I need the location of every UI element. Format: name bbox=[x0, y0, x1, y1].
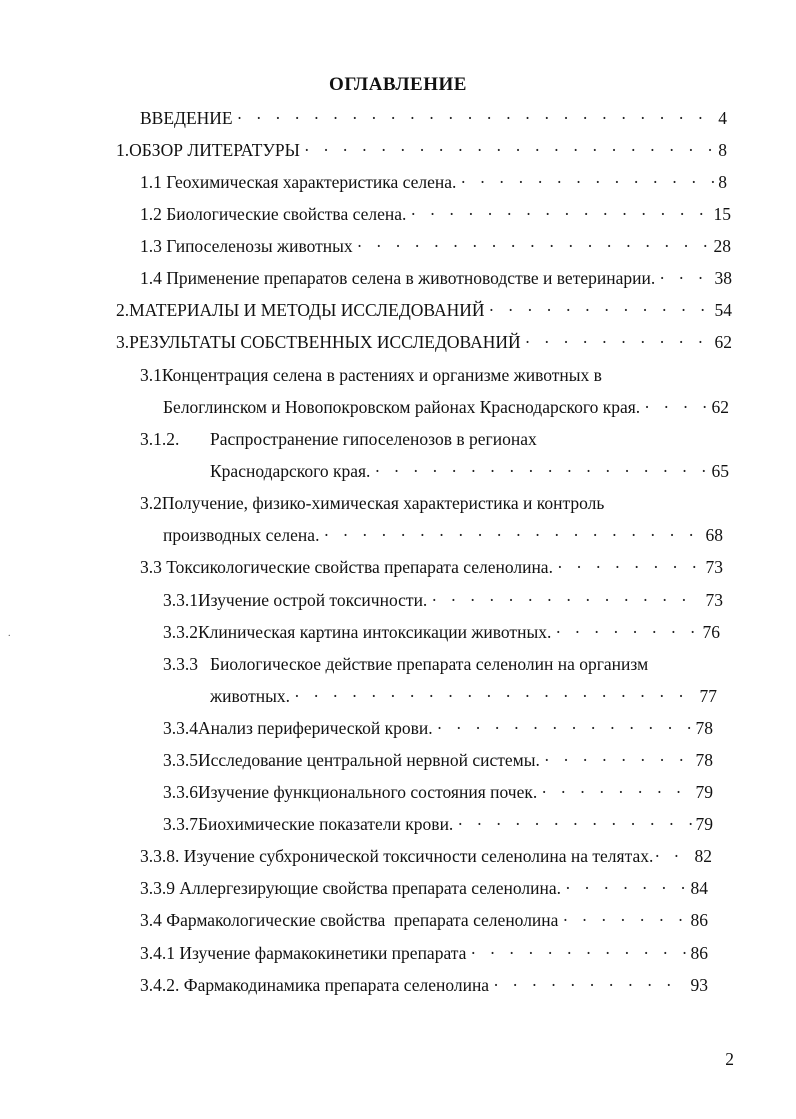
toc-entry-3-4-2[interactable] bbox=[140, 972, 708, 998]
toc-entry-page: 73 bbox=[705, 590, 723, 610]
toc-entry-number: 2. bbox=[116, 300, 130, 320]
toc-entry-text: производных селена. bbox=[163, 525, 320, 545]
toc-entry-1-4[interactable] bbox=[140, 265, 732, 291]
toc-entry-1-2[interactable] bbox=[140, 201, 731, 227]
toc-entry-page: 28 bbox=[713, 236, 731, 256]
dot-leader bbox=[410, 201, 709, 227]
toc-entry-3-1-2[interactable] bbox=[210, 458, 729, 484]
toc-entry-3-3-3-line1[interactable]: Биологическое действие препарата селенолин на организм bbox=[210, 654, 649, 674]
toc-entry-3-1-line1[interactable]: 3.1Концентрация селена в растениях и организме животных в bbox=[140, 365, 602, 385]
toc-entry-number: 3.3.5 bbox=[163, 750, 198, 770]
toc-entry-text: 1.4 Применение препаратов селена в животноводстве и ветеринарии. bbox=[140, 268, 656, 288]
dot-leader bbox=[437, 715, 692, 741]
dot-leader bbox=[457, 811, 691, 837]
toc-entry-number: 3.3.7 bbox=[163, 814, 198, 834]
toc-entry-number: 3.3.6 bbox=[163, 782, 198, 802]
toc-entry-page: 54 bbox=[714, 300, 732, 320]
toc-entry-3-3-4[interactable] bbox=[163, 715, 713, 741]
toc-entry-text: Краснодарского края. bbox=[210, 461, 371, 481]
toc-entry-page: 4 bbox=[718, 108, 727, 128]
toc-entry-text: Клиническая картина интоксикации животных. bbox=[198, 622, 552, 642]
toc-entry-page: 62 bbox=[714, 332, 732, 352]
dot-leader bbox=[357, 233, 710, 259]
margin-speck: . bbox=[8, 628, 11, 639]
toc-entry-3-3-3-number: 3.3.3 bbox=[163, 654, 198, 674]
toc-entry-text: 1.2 Биологические свойства селена. bbox=[140, 204, 407, 224]
toc-entry-page: 79 bbox=[695, 782, 713, 802]
toc-entry-text: 1.1 Геохимическая характеристика селена. bbox=[140, 172, 457, 192]
dot-leader bbox=[544, 747, 692, 773]
dot-leader bbox=[525, 329, 711, 355]
dot-leader bbox=[644, 394, 707, 420]
dot-leader bbox=[565, 875, 687, 901]
toc-entry-page: 15 bbox=[713, 204, 731, 224]
toc-entry-page: 62 bbox=[711, 397, 729, 417]
dot-leader bbox=[460, 169, 714, 195]
dot-leader bbox=[555, 619, 698, 645]
toc-entry-page: 93 bbox=[690, 975, 708, 995]
toc-entry-text: 1.3 Гипоселенозы животных bbox=[140, 236, 353, 256]
toc-entry-text: 3.3 Токсикологические свойства препарата селенолина. bbox=[140, 557, 553, 577]
toc-entry-3-1-2-line1[interactable]: Распространение гипоселенозов в регионах bbox=[210, 429, 537, 449]
toc-entry-3-4-1[interactable] bbox=[140, 940, 708, 966]
dot-leader bbox=[294, 683, 695, 709]
toc-title: ОГЛАВЛЕНИЕ bbox=[329, 74, 467, 95]
toc-entry-text: 3.4.1 Изучение фармакокинетики препарата bbox=[140, 943, 467, 963]
toc-entry-3-2[interactable] bbox=[163, 522, 723, 548]
dot-leader bbox=[470, 940, 686, 966]
dot-leader bbox=[431, 587, 701, 613]
toc-entry-chapter-2[interactable] bbox=[116, 297, 732, 323]
dot-leader bbox=[562, 907, 686, 933]
toc-entry-number: 1. bbox=[116, 140, 130, 160]
toc-entry-3-3-6[interactable] bbox=[163, 779, 713, 805]
toc-entry-3-3-2[interactable] bbox=[163, 619, 720, 645]
toc-entry-page: 82 bbox=[694, 846, 712, 866]
toc-entry-3-3-9[interactable] bbox=[140, 875, 708, 901]
toc-entry-number: 3.3.1 bbox=[163, 590, 198, 610]
toc-entry-3-1-2-number: 3.1.2. bbox=[140, 429, 180, 449]
toc-entry-page: 76 bbox=[702, 622, 720, 642]
toc-entry-page: 84 bbox=[690, 878, 708, 898]
toc-entry-text: Анализ периферической крови. bbox=[198, 718, 433, 738]
toc-entry-text: Белоглинском и Новопокровском районах Краснодарского края. bbox=[163, 397, 641, 417]
dot-leader bbox=[541, 779, 691, 805]
toc-entry-text: Биохимические показатели крови. bbox=[198, 814, 454, 834]
toc-entry-text: 3.3.9 Аллергезирующие свойства препарата селенолина. bbox=[140, 878, 561, 898]
dot-leader bbox=[493, 972, 686, 998]
toc-entry-page: 8 bbox=[718, 140, 727, 160]
toc-entry-page: 73 bbox=[705, 557, 723, 577]
toc-entry-text: Изучение функционального состояния почек. bbox=[198, 782, 538, 802]
toc-entry-page: 77 bbox=[699, 686, 717, 706]
toc-entry-page: 8 bbox=[718, 172, 727, 192]
dot-leader bbox=[489, 297, 711, 323]
dot-leader bbox=[659, 265, 710, 291]
dot-leader bbox=[557, 554, 702, 580]
toc-entry-3-3-8[interactable] bbox=[140, 843, 712, 869]
dot-leader bbox=[323, 522, 701, 548]
toc-entry-3-3-3[interactable] bbox=[210, 683, 717, 709]
toc-entry-chapter-3[interactable] bbox=[116, 329, 732, 355]
toc-entry-3-3-7[interactable] bbox=[163, 811, 713, 837]
toc-entry-page: 78 bbox=[695, 718, 713, 738]
toc-entry-3-4[interactable] bbox=[140, 907, 708, 933]
toc-entry-text: Изучение острой токсичности. bbox=[198, 590, 428, 610]
dot-leader bbox=[237, 105, 715, 131]
toc-entry-page: 68 bbox=[705, 525, 723, 545]
toc-entry-page: 78 bbox=[695, 750, 713, 770]
toc-entry-3-3-5[interactable] bbox=[163, 747, 713, 773]
toc-entry-text: животных. bbox=[210, 686, 291, 706]
toc-entry-chapter-1[interactable] bbox=[116, 137, 727, 163]
toc-entry-text: 3.4.2. Фармакодинамика препарата селенолина bbox=[140, 975, 490, 995]
toc-entry-3-2-line1[interactable]: 3.2Получение, физико-химическая характеристика и контроль bbox=[140, 493, 605, 513]
toc-entry-text: ВВЕДЕНИЕ bbox=[140, 108, 233, 128]
dot-leader bbox=[654, 843, 693, 869]
toc-entry-3-3-1[interactable] bbox=[163, 587, 723, 613]
toc-entry-page: 86 bbox=[690, 943, 708, 963]
toc-entry-number: 3. bbox=[116, 332, 130, 352]
toc-entry-3-3[interactable] bbox=[140, 554, 723, 580]
toc-entry-page: 86 bbox=[690, 910, 708, 930]
toc-entry-page: 65 bbox=[711, 461, 729, 481]
toc-entry-text: 3.4 Фармакологические свойства препарата селенолина bbox=[140, 910, 559, 930]
toc-entry-1-1[interactable] bbox=[140, 169, 727, 195]
toc-entry-page: 38 bbox=[714, 268, 732, 288]
dot-leader bbox=[374, 458, 707, 484]
toc-entry-text: Исследование центральной нервной системы. bbox=[198, 750, 540, 770]
toc-entry-text: ОБЗОР ЛИТЕРАТУРЫ bbox=[129, 140, 300, 160]
toc-entry-number: 3.3.4 bbox=[163, 718, 198, 738]
toc-entry-text: МАТЕРИАЛЫ И МЕТОДЫ ИССЛЕДОВАНИЙ bbox=[129, 300, 485, 320]
toc-entry-text: 3.3.8. Изучение субхронической токсичности селенолина на телятах. bbox=[140, 846, 654, 866]
dot-leader bbox=[304, 137, 714, 163]
toc-entry-text: РЕЗУЛЬТАТЫ СОБСТВЕННЫХ ИССЛЕДОВАНИЙ bbox=[129, 332, 521, 352]
toc-entry-page: 79 bbox=[695, 814, 713, 834]
toc-entry-intro[interactable] bbox=[140, 105, 727, 131]
toc-entry-3-1[interactable] bbox=[163, 394, 729, 420]
toc-entry-number: 3.3.2 bbox=[163, 622, 198, 642]
toc-entry-1-3[interactable] bbox=[140, 233, 731, 259]
page-number: 2 bbox=[725, 1049, 734, 1069]
